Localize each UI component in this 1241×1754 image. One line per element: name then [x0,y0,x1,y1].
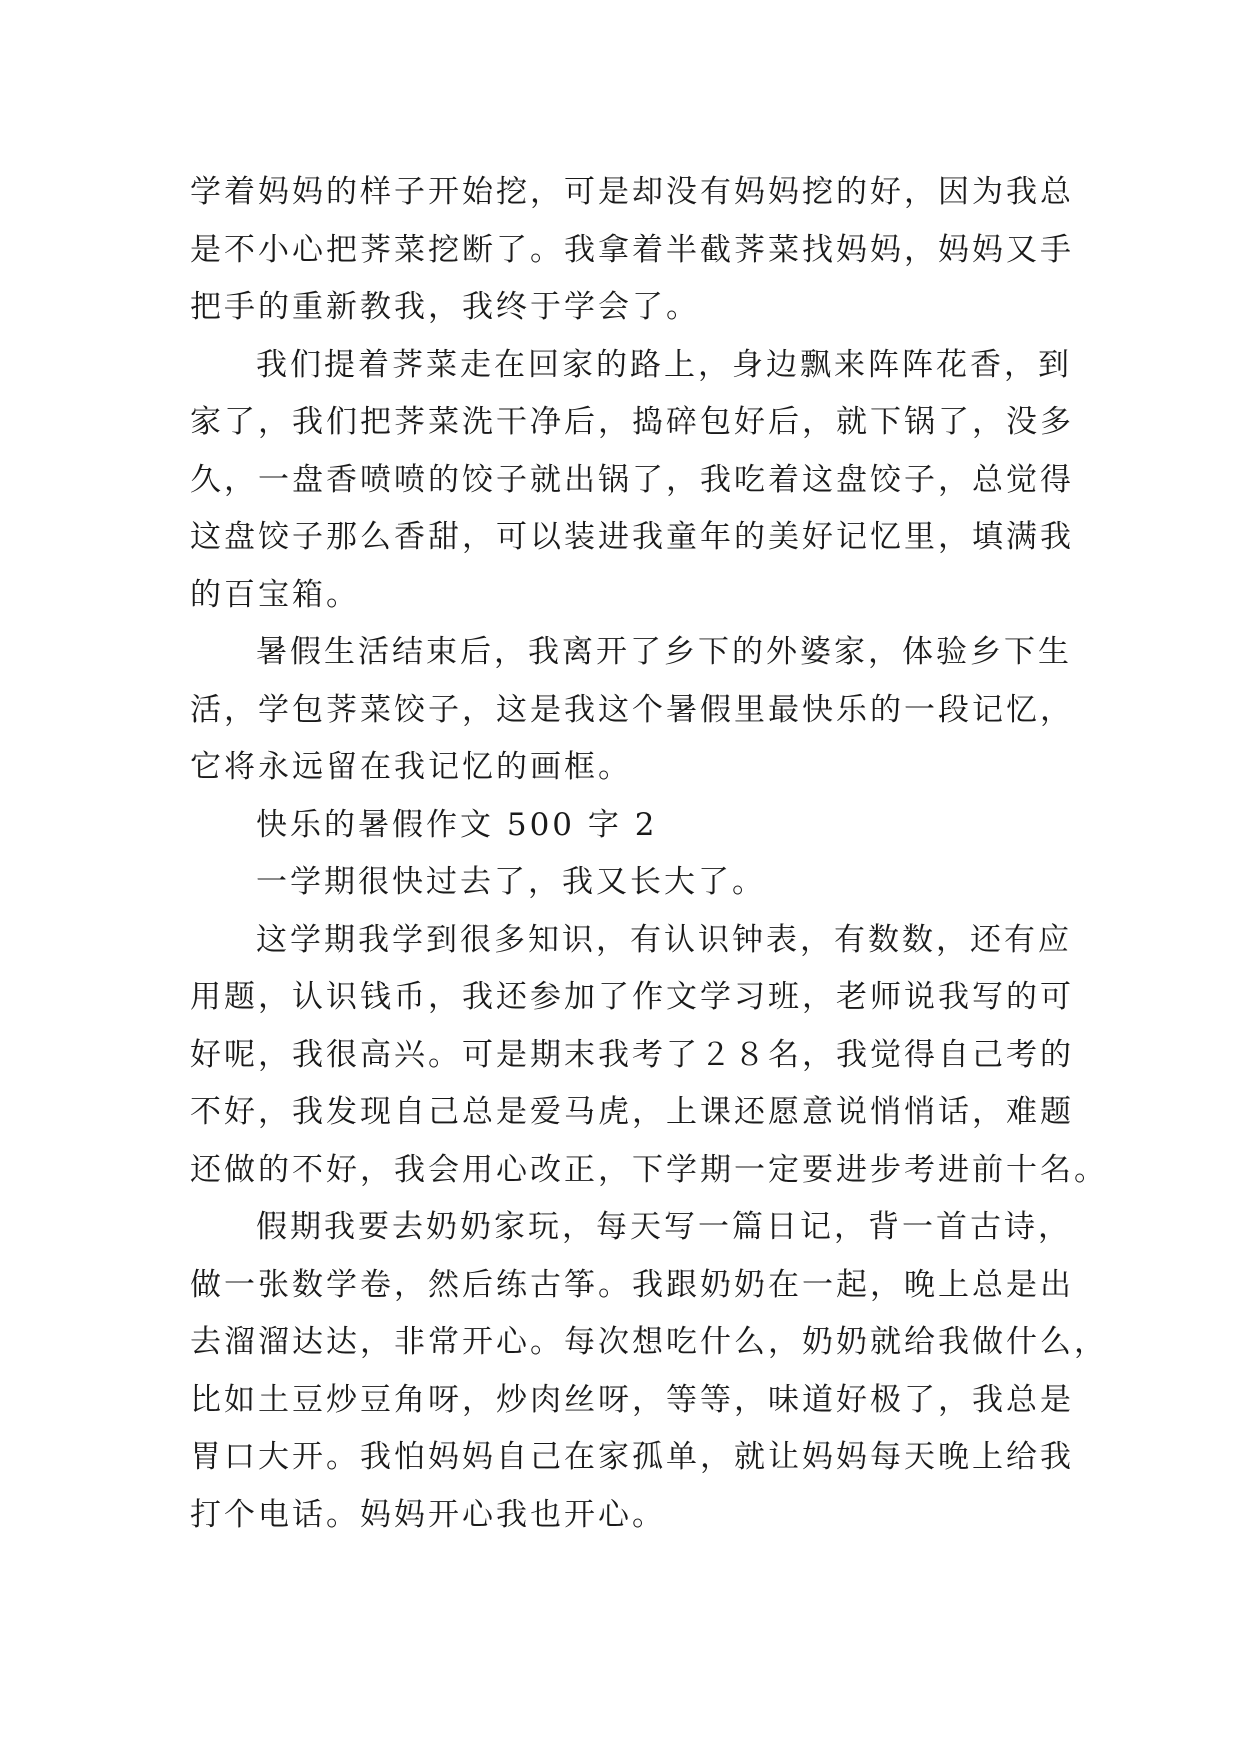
section-title: 快乐的暑假作文 500 字 2 [256,806,658,843]
paragraph-first-line: 一学期很快过去了，我又长大了。 [256,864,766,900]
text-line: 做一张数学卷，然后练古筝。我跟奶奶在一起，晚上总是出 [190,1266,1074,1303]
text-line: 把手的重新教我，我终于学会了。 [190,289,700,325]
paragraph-first-line: 假期我要去奶奶家玩，每天写一篇日记，背一首古诗， [256,1209,1072,1245]
text-line: 好呢，我很高兴。可是期末我考了２８名，我觉得自己考的 [190,1036,1074,1073]
text-line: 比如土豆炒豆角呀，炒肉丝呀，等等，味道好极了，我总是 [190,1381,1074,1418]
document-body [190,164,1108,1544]
text-line: 还做的不好，我会用心改正，下学期一定要进步考进前十名。 [190,1151,1108,1188]
text-line: 家了，我们把荠菜洗干净后，捣碎包好后，就下锅了，没多 [190,404,1074,440]
text-line: 这盘饺子那么香甜，可以装进我童年的美好记忆里，填满我 [190,519,1074,555]
text-line: 的百宝箱。 [190,576,360,613]
paragraph-first-line: 暑假生活结束后，我离开了乡下的外婆家，体验乡下生 [256,634,1072,670]
text-line: 久，一盘香喷喷的饺子就出锅了，我吃着这盘饺子，总觉得 [190,461,1074,498]
text-line: 学着妈妈的样子开始挖，可是却没有妈妈挖的好，因为我总 [190,174,1074,210]
text-line: 不好，我发现自己总是爱马虎，上课还愿意说悄悄话，难题 [190,1094,1074,1130]
paragraph-first-line: 我们提着荠菜走在回家的路上，身边飘来阵阵花香，到 [256,346,1072,383]
paragraph-first-line: 这学期我学到很多知识，有认识钟表，有数数，还有应 [256,921,1072,958]
text-line: 用题，认识钱币，我还参加了作文学习班，老师说我写的可 [190,979,1074,1015]
text-line: 是不小心把荠菜挖断了。我拿着半截荠菜找妈妈，妈妈又手 [190,231,1074,268]
text-line: 活，学包荠菜饺子，这是我这个暑假里最快乐的一段记忆， [190,691,1074,728]
text-line: 打个电话。妈妈开心我也开心。 [190,1496,666,1533]
text-line: 它将永远留在我记忆的画框。 [190,749,632,785]
text-line: 胃口大开。我怕妈妈自己在家孤单，就让妈妈每天晚上给我 [190,1439,1074,1475]
text-line: 去溜溜达达，非常开心。每次想吃什么，奶奶就给我做什么， [190,1324,1108,1360]
